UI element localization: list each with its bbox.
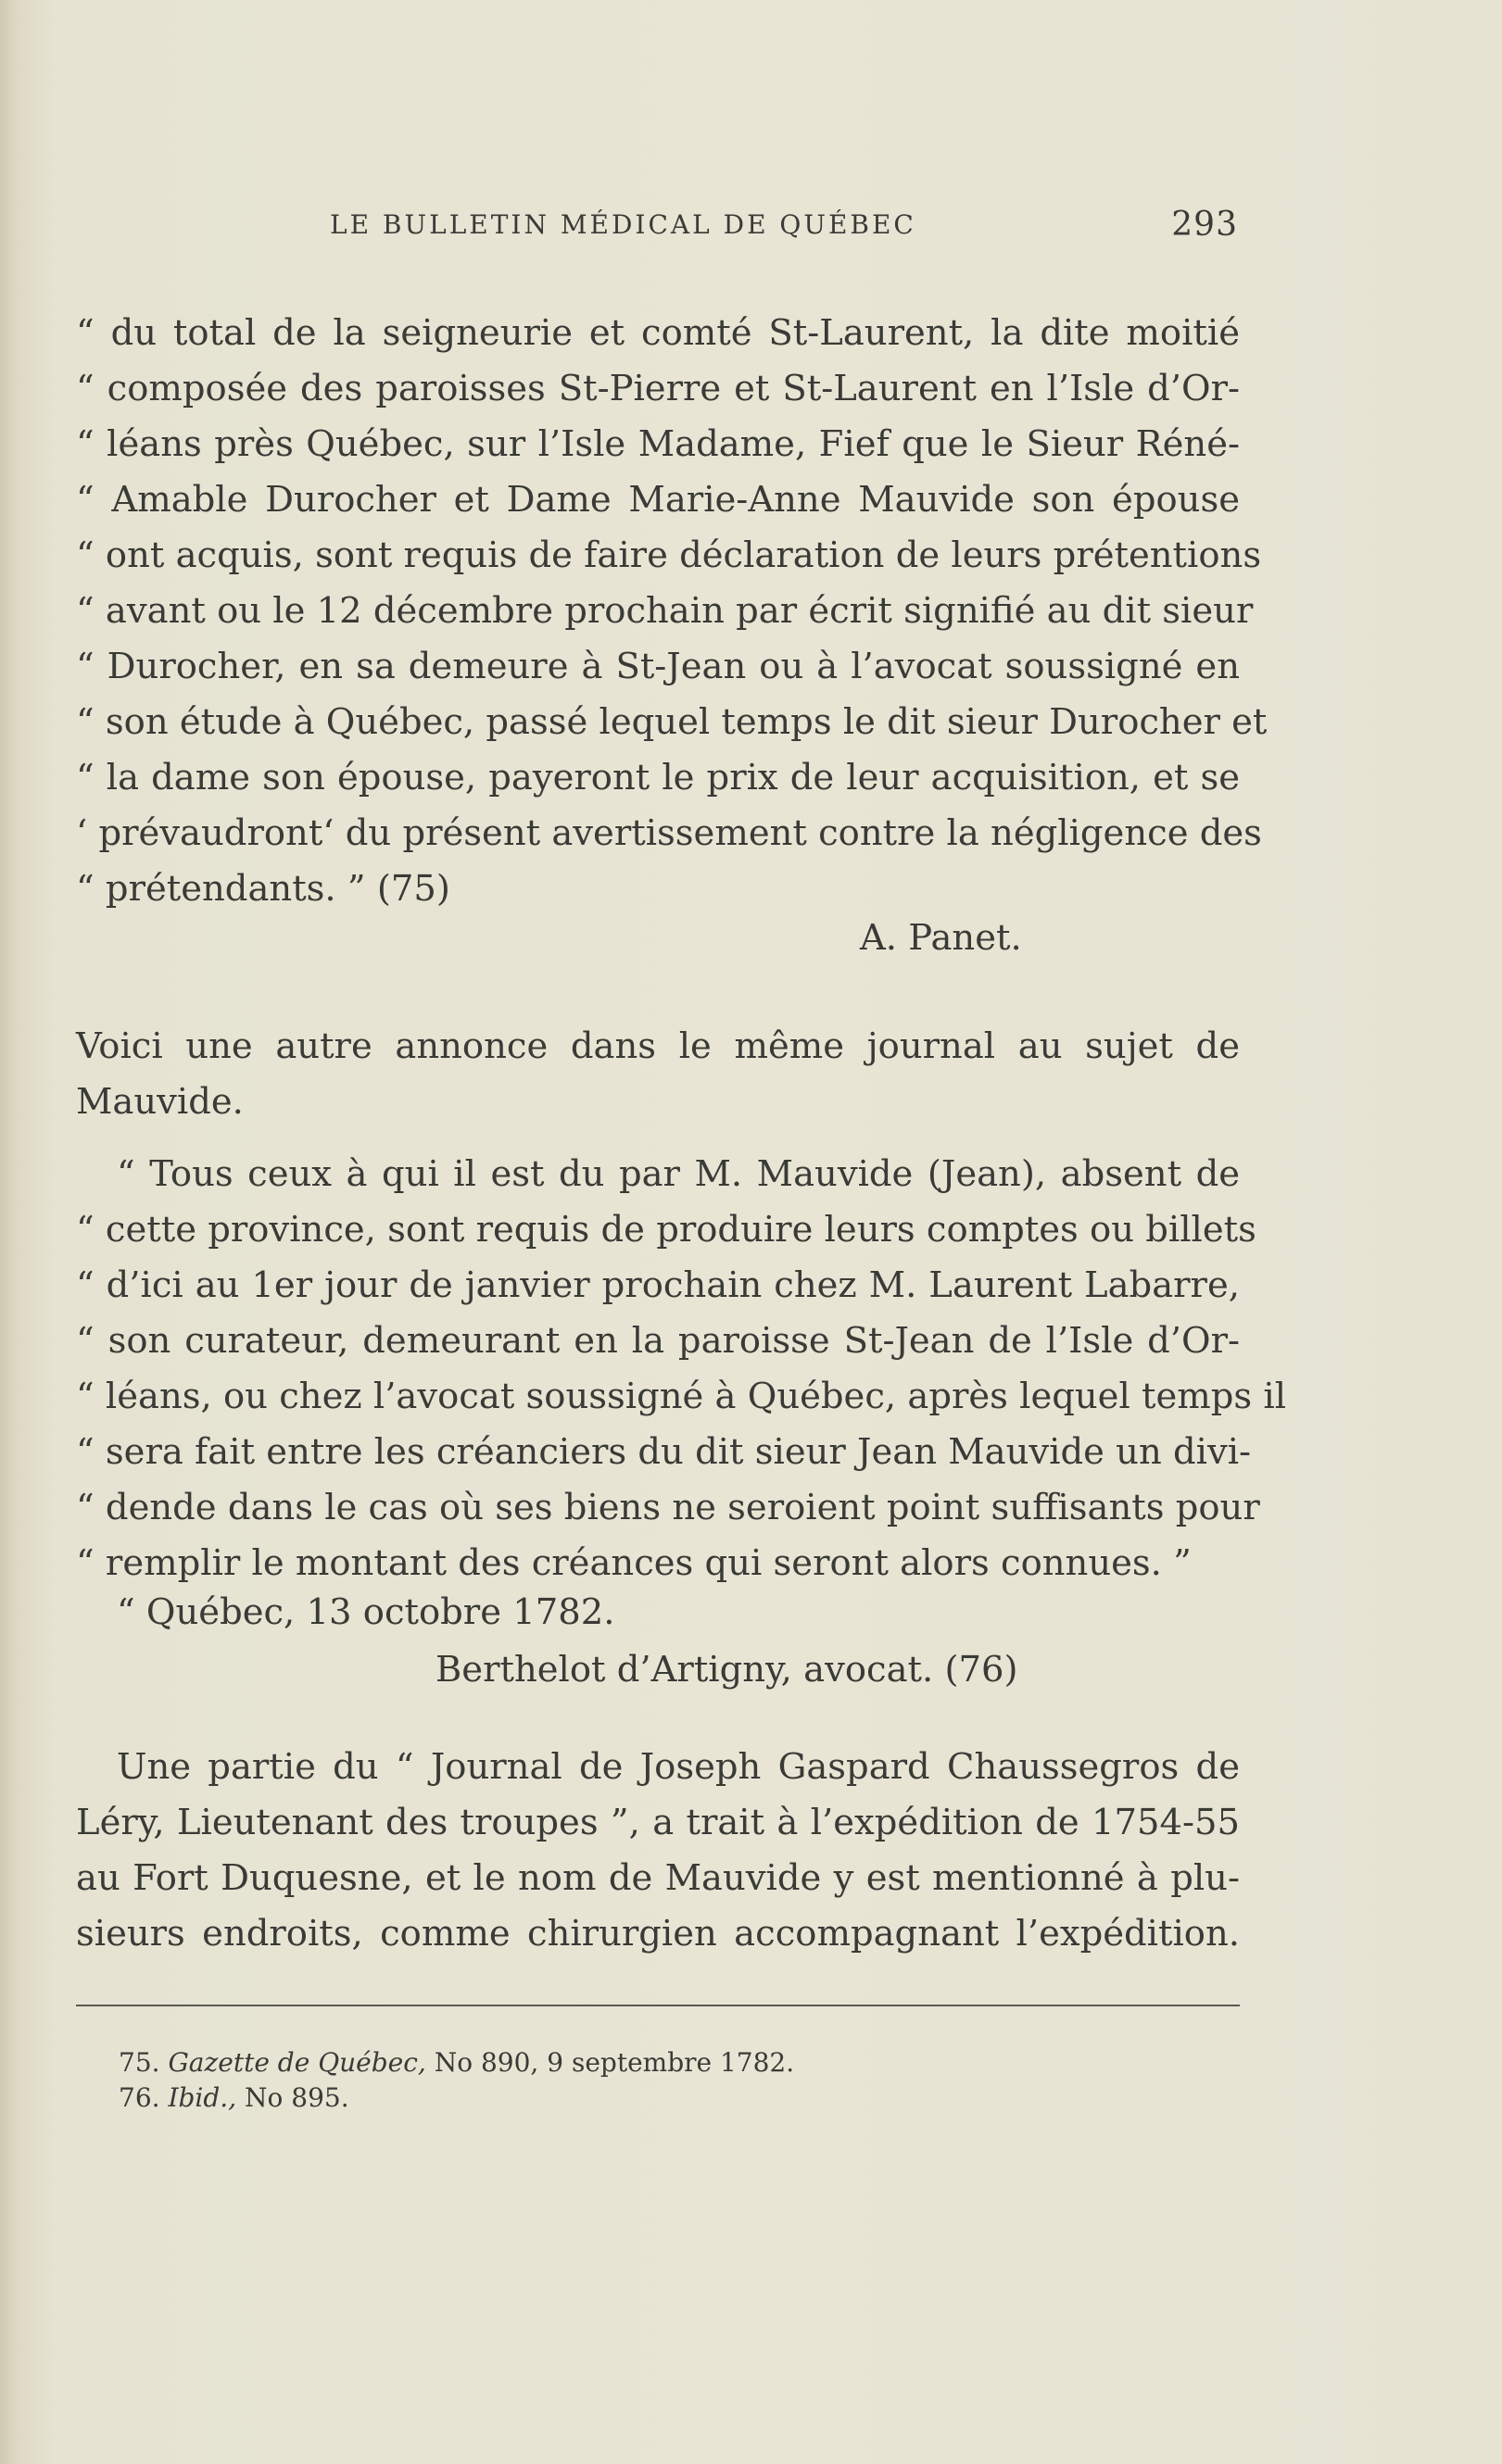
paragraph-line: Léry, Lieutenant des troupes ”, a trait à l’expédition de 1754-55 xyxy=(76,1802,1240,1843)
quote-line: “ remplir le montant des créances qui seront alors connues. ” xyxy=(76,1542,1192,1584)
paragraph-line: Mauvide. xyxy=(76,1081,244,1123)
footnotes xyxy=(119,2045,794,2116)
footnote-source: Ibid., xyxy=(168,2082,237,2113)
quote-line: “ léans, ou chez l’avocat soussigné à Québec, après lequel temps il xyxy=(76,1376,1287,1417)
paragraph-line: sieurs endroits, comme chirurgien accompagnant l’expédition. xyxy=(76,1913,1240,1955)
quote-line: “ prétendants. ” (75) xyxy=(76,868,450,910)
footnote-number: 75. xyxy=(119,2047,160,2078)
footnote-divider xyxy=(76,2005,1240,2006)
paragraph-line: Voici une autre annonce dans le même journal au sujet de xyxy=(76,1025,1240,1067)
quote-line: “ Tous ceux à qui il est du par M. Mauvide (Jean), absent de xyxy=(117,1153,1240,1195)
quote-line: “ avant ou le 12 décembre prochain par écrit signifié au dit sieur xyxy=(76,590,1254,632)
quote-line: “ cette province, sont requis de produire leurs comptes ou billets xyxy=(76,1209,1256,1251)
quote-line: ‘ prévaudront‘ du présent avertissement contre la négligence des xyxy=(76,812,1262,854)
quoted-notice-mauvide xyxy=(76,1147,1287,1591)
paragraph-voici xyxy=(76,1019,1240,1130)
quote-line: “ la dame son épouse, payeront le prix de leur acquisition, et se xyxy=(76,757,1240,798)
page-header xyxy=(330,206,1238,246)
quote-line: “ sera fait entre les créanciers du dit sieur Jean Mauvide un divi- xyxy=(76,1431,1252,1473)
quote-line: “ son étude à Québec, passé lequel temps le dit sieur Durocher et xyxy=(76,701,1268,743)
footnote-source: Gazette de Québec, xyxy=(168,2047,426,2078)
quote-line: “ dende dans le cas où ses biens ne seroient point suffisants pour xyxy=(76,1487,1260,1528)
footnote-number: 76. xyxy=(119,2082,160,2113)
quote-line: “ composée des paroisses St-Pierre et St-Laurent en l’Isle d’Or- xyxy=(76,368,1240,409)
paragraph-journal xyxy=(76,1740,1240,1962)
running-head: LE BULLETIN MÉDICAL DE QUÉBEC xyxy=(330,209,916,240)
quoted-notice-durocher xyxy=(76,306,1268,917)
quote-line: “ léans près Québec, sur l’Isle Madame, Fief que le Sieur Réné- xyxy=(76,423,1240,465)
dateline: “ Québec, 13 octobre 1782. xyxy=(117,1591,615,1633)
quote-line: “ Durocher, en sa demeure à St-Jean ou à l’avocat soussigné en xyxy=(76,646,1240,687)
signature-panet: A. Panet. xyxy=(860,917,1022,959)
footnote-75 xyxy=(119,2045,794,2081)
quote-line: “ ont acquis, sont requis de faire déclaration de leurs prétentions xyxy=(76,534,1262,576)
quote-line: “ d’ici au 1er jour de janvier prochain chez M. Laurent Labarre, xyxy=(76,1264,1240,1306)
quote-line: “ son curateur, demeurant en la paroisse St-Jean de l’Isle d’Or- xyxy=(76,1320,1240,1362)
paragraph-line: au Fort Duquesne, et le nom de Mauvide y est mentionné à plu- xyxy=(76,1857,1240,1899)
paragraph-line: Une partie du “ Journal de Joseph Gaspard Chaussegros de xyxy=(117,1746,1240,1788)
footnote-detail: No 895. xyxy=(245,2082,349,2113)
signature-berthelot: Berthelot d’Artigny, avocat. (76) xyxy=(435,1649,1018,1691)
page-number: 293 xyxy=(1171,206,1238,244)
quote-line: “ du total de la seigneurie et comté St-Laurent, la dite moitié xyxy=(76,312,1240,354)
quote-line: “ Amable Durocher et Dame Marie-Anne Mauvide son épouse xyxy=(76,479,1240,521)
footnote-detail: No 890, 9 septembre 1782. xyxy=(434,2047,795,2078)
footnote-76 xyxy=(119,2081,794,2116)
